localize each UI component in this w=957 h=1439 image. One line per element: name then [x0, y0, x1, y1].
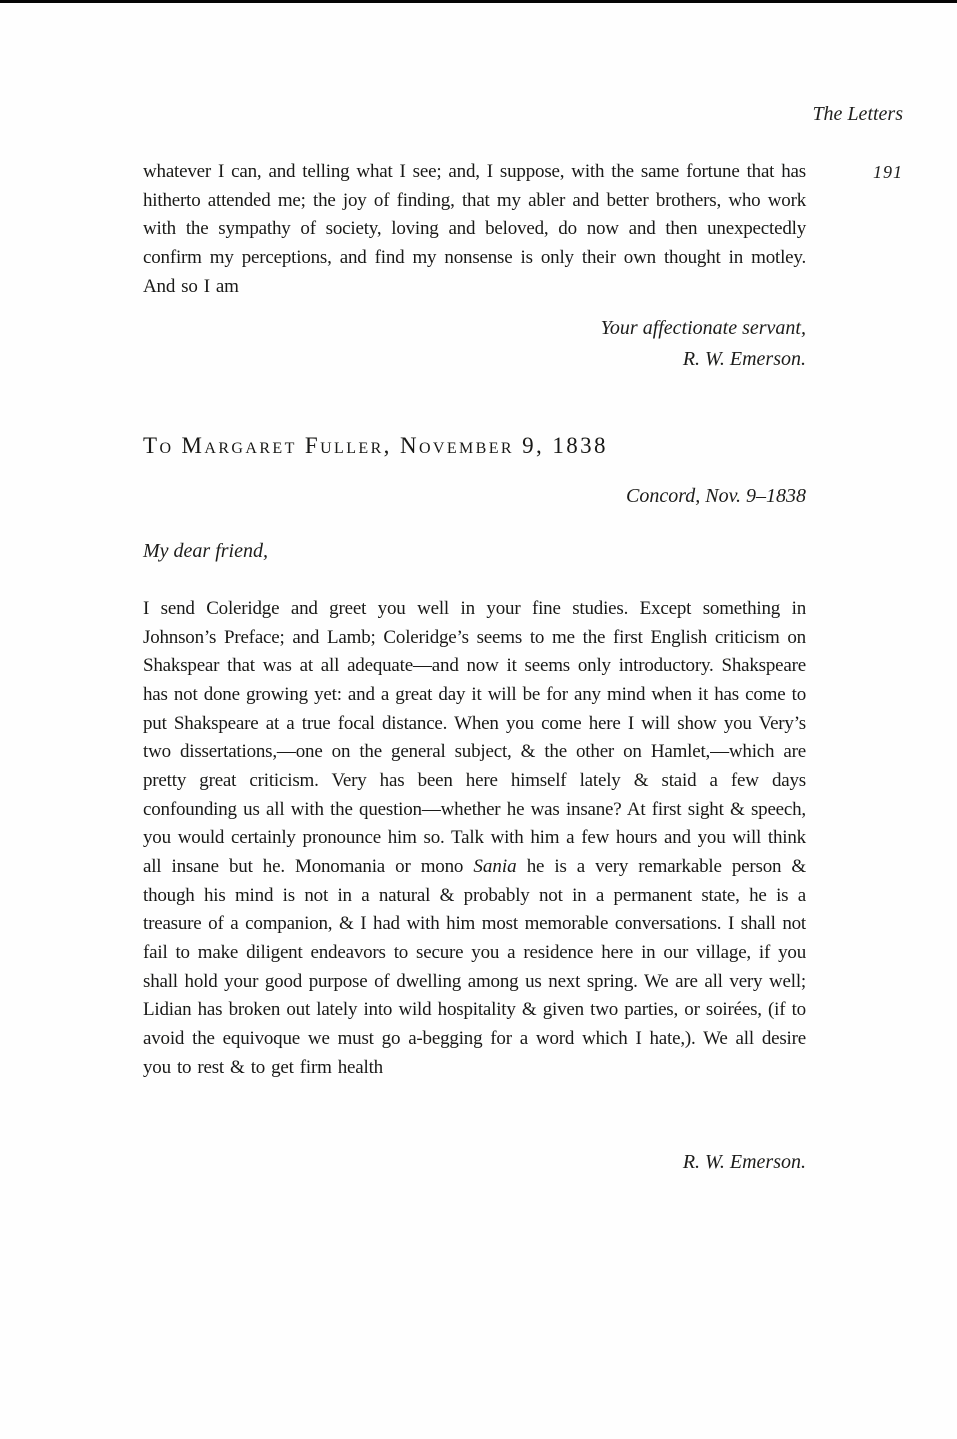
previous-letter-body-continuation: whatever I can, and telling what I see; and, I suppose, with the same fortune that has hitherto attended me; the joy of finding, that my abler and better brothers, who work with the sympathy of society, loving and beloved, do now and then unexpectedly confirm my perceptions, and find my nonsense is only their own thought in motley. And so I am	[143, 161, 806, 297]
letter-body-italic-word: Sania	[473, 855, 517, 877]
letter-body-text: he is a very remarkable person & though his mind is not in a natural & probably not in a permanent state, he is a treasure of a companion, & I had with him most memorable conversations. I shall not fail to make diligent endeavors to secure you a residence here in our village, if you shall hold your good purpose of dwelling among us next spring. We are all very well; Lidian has broken out lately into wild hospitality & given two parties, or soirées, (if to avoid the equivoque we must go a-begging for a word which I hate,). We all desire you to rest & to get firm health	[143, 855, 806, 1078]
letter-body	[143, 595, 806, 1082]
page-number: 191	[873, 162, 903, 182]
running-header: The Letters	[812, 103, 903, 125]
letter-signature: R. W. Emerson.	[682, 1151, 806, 1173]
letter-dateline: Concord, Nov. 9–1838	[626, 485, 806, 507]
letter-heading: To Margaret Fuller, November 9, 1838	[143, 433, 608, 458]
previous-letter-closing	[601, 313, 806, 374]
letter-body-text: I send Coleridge and greet you well in your fine studies. Except something in Johnson’s Preface; and Lamb; Coleridge’s seems to me the first English criticism on Shakspear that was at all adequate—and now it seems only introductory. Shakspeare has not done growing yet: and a great day it will be for any mind when it has come to put Shakspeare at a true focal distance. When you come here I will show you Very’s two dissertations,—one on the general subject, & the other on Hamlet,—which are pretty great criticism. Very has been here himself lately & staid a few days confounding us all with the question—whether he was insane? At first sight & speech, you would certainly pronounce him so. Talk with him a few hours and you will think all insane but he. Monomania or mono	[143, 598, 806, 877]
letter-salutation: My dear friend,	[143, 540, 268, 562]
signature: R. W. Emerson.	[682, 347, 806, 370]
valediction: Your affectionate servant,	[600, 317, 806, 339]
scan-edge-artifact	[0, 0, 957, 3]
